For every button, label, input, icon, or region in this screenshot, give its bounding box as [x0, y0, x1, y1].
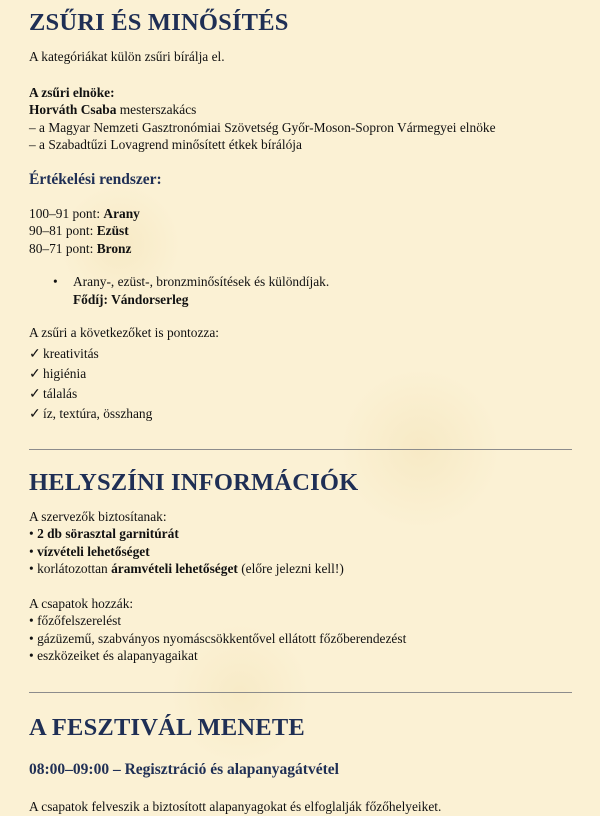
organizer-item-text: áramvételi lehetőséget [111, 561, 238, 576]
organizer-item-prefix: korlátozottan [37, 561, 112, 576]
criteria-text: tálalás [43, 385, 78, 401]
organizer-item-suffix: (előre jelezni kell!) [237, 561, 344, 576]
jury-chair-name: Horváth Csaba [29, 102, 117, 117]
jury-section-title: ZSŰRI ÉS MINŐSÍTÉS [29, 9, 289, 36]
organizer-item-text: vízvételi lehetőséget [37, 543, 150, 559]
site-section-title: HELYSZÍNI INFORMÁCIÓK [29, 468, 359, 496]
grand-prize [73, 291, 329, 309]
bullet-icon: • [29, 613, 34, 628]
criteria-item [29, 384, 572, 404]
rating-row [29, 205, 572, 223]
checkmark-icon: ✓ [29, 406, 41, 422]
team-item-text: gázüzemű, szabványos nyomáscsökkentővel ellátott főzőberendezést [37, 630, 407, 646]
team-item-text: eszközeiket és alapanyagaikat [37, 648, 198, 663]
bullet-icon: • [29, 648, 34, 663]
rating-row [29, 222, 572, 240]
rating-system-heading: Értékelési rendszer: [29, 170, 162, 188]
checkmark-icon: ✓ [29, 346, 41, 362]
jury-chair-label-text: A zsűri elnöke: [29, 84, 115, 100]
organizer-item [29, 543, 572, 561]
bullet-icon: • [29, 561, 34, 576]
checkmark-icon: ✓ [29, 386, 41, 402]
criteria-intro: A zsűri a következőket is pontozza: [29, 325, 220, 340]
team-item [29, 647, 572, 665]
criteria-text: kreativitás [43, 345, 99, 361]
jury-chair-role: – a Szabadtűzi Lovagrend minősített étkek bírálója [29, 137, 302, 152]
bullet-icon: • [29, 630, 34, 646]
criteria-text: higiénia [43, 365, 87, 381]
organizer-item [29, 525, 572, 543]
rating-range: 80–71 pont: [29, 240, 97, 256]
bullet-icon: • [29, 543, 34, 559]
bullet-icon: • [29, 526, 34, 541]
criteria-item [29, 404, 572, 424]
grand-prize-text: Fődíj: Vándorserleg [73, 291, 189, 307]
team-item [29, 612, 572, 630]
jury-chair-title: mesterszakács [116, 102, 197, 117]
team-item [29, 630, 572, 648]
rating-level: Arany [103, 205, 140, 221]
program-section-title: A FESZTIVÁL MENETE [29, 713, 305, 741]
list-item [53, 273, 572, 308]
checkmark-icon: ✓ [29, 366, 41, 382]
organizer-item [29, 560, 572, 578]
rating-range: 90–81 pont: [29, 223, 97, 238]
rating-row [29, 240, 572, 258]
awards-list [29, 273, 572, 308]
criteria-text: íz, textúra, összhang [43, 405, 153, 421]
program-slot-heading: 08:00–09:00 – Regisztráció és alapanyagátvétel [29, 760, 339, 778]
rating-level: Bronz [96, 240, 132, 256]
program-slot-text: A csapatok felveszik a biztosított alapanyagokat és elfoglalják főzőhelyeiket. [29, 798, 442, 814]
jury-chair [29, 101, 572, 119]
organizer-item-text: 2 db sörasztal garnitúrát [37, 526, 179, 541]
teams-intro: A csapatok hozzák: [29, 595, 134, 611]
criteria-item [29, 364, 572, 384]
jury-chair-label [29, 84, 572, 102]
rating-level: Ezüst [96, 223, 129, 238]
jury-intro: A kategóriákat külön zsűri bírálja el. [29, 49, 225, 64]
organizers-intro: A szervezők biztosítanak: [29, 508, 167, 524]
bullet-icon: • [53, 274, 58, 289]
awards-text: Arany-, ezüst-, bronzminősítések és különdíjak. [73, 274, 330, 289]
jury-chair-role: – a Magyar Nemzeti Gasztronómiai Szövetség Győr-Moson-Sopron Vármegyei elnöke [29, 119, 496, 135]
rating-range: 100–91 pont: [29, 205, 104, 221]
team-item-text: főzőfelszerelést [37, 613, 122, 628]
criteria-item [29, 344, 572, 364]
